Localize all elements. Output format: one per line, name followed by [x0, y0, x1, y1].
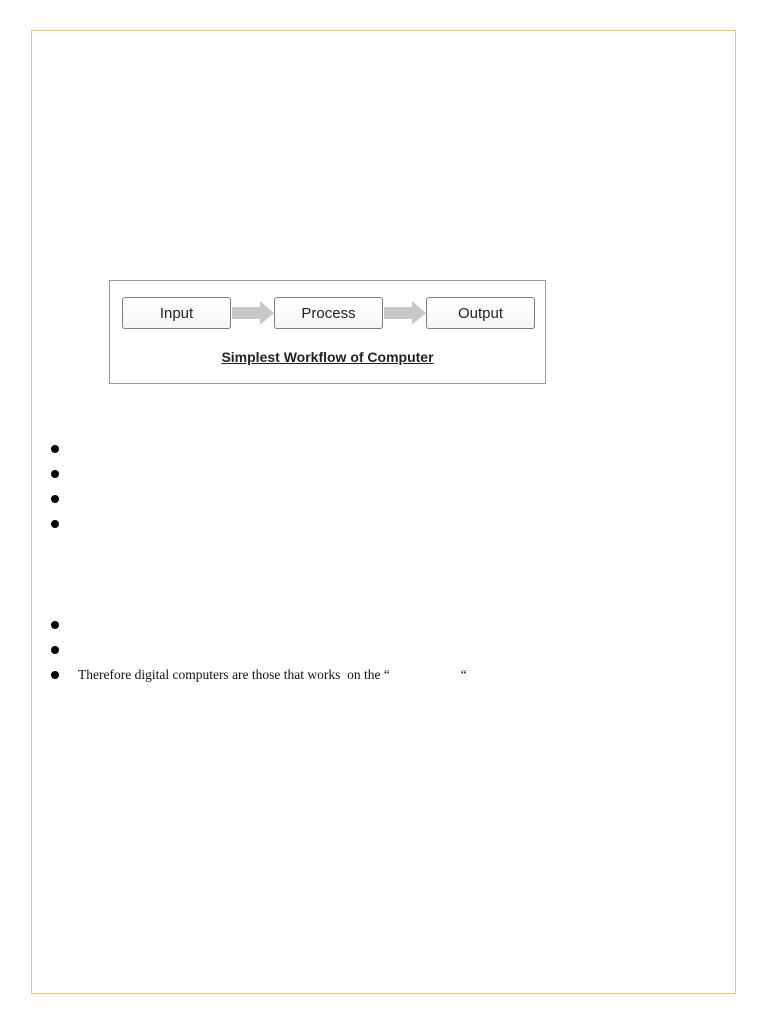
- input-box: Input: [122, 297, 231, 329]
- bullet-dot-icon: [51, 495, 59, 503]
- workflow-figure: [109, 280, 546, 384]
- bullet-item: [51, 643, 78, 657]
- bullet-dot-icon: [51, 445, 59, 453]
- bullet-dot-icon: [51, 470, 59, 478]
- bullet-item: [51, 467, 78, 481]
- right-arrow-icon: [384, 301, 426, 325]
- right-arrow-icon: [232, 301, 274, 325]
- bullet-dot-icon: [51, 621, 59, 629]
- bullet-item: [51, 618, 78, 632]
- bullet-text: Therefore digital computers are those that works on the “ “: [78, 667, 467, 682]
- bullet-dot-icon: [51, 671, 59, 679]
- bullet-item: [51, 668, 467, 682]
- process-box: Process: [274, 297, 383, 329]
- bullet-dot-icon: [51, 646, 59, 654]
- output-box: Output: [426, 297, 535, 329]
- bullet-item: [51, 492, 78, 506]
- figure-caption: Simplest Workflow of Computer: [221, 349, 434, 365]
- bullet-item: [51, 442, 78, 456]
- bullet-item: [51, 517, 78, 531]
- page-border: [31, 30, 736, 994]
- bullet-dot-icon: [51, 520, 59, 528]
